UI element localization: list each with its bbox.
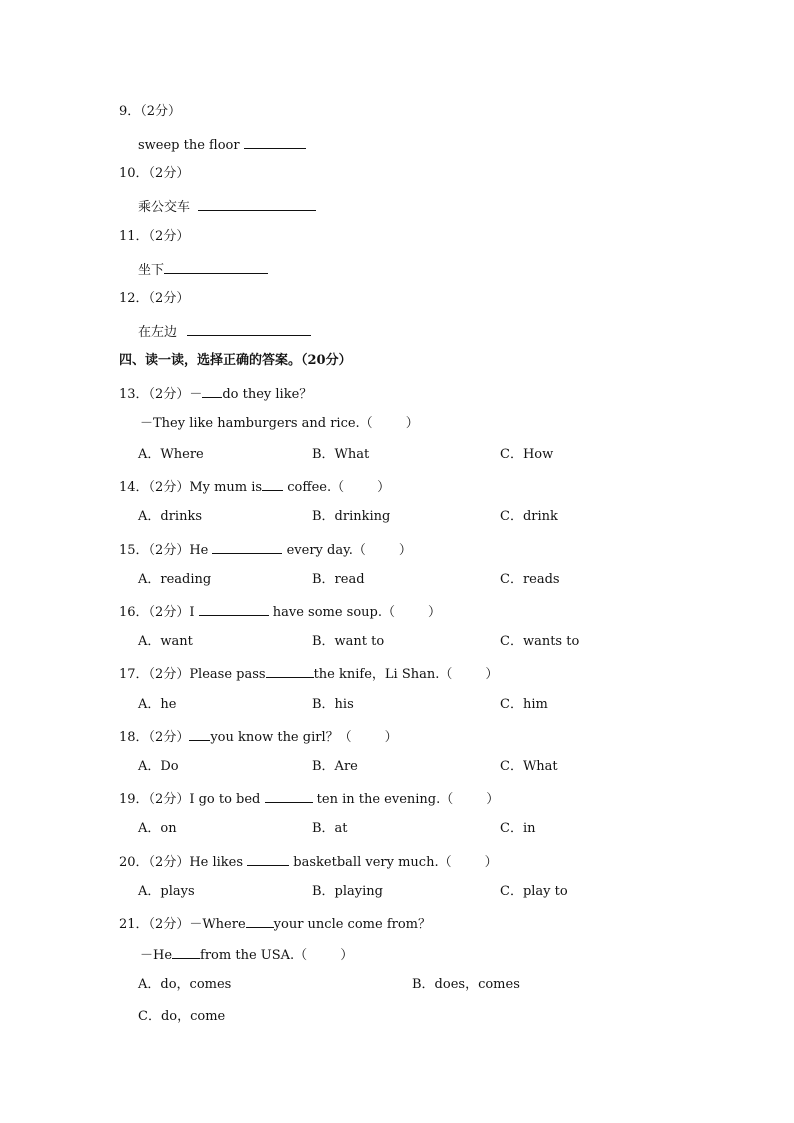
option-c[interactable]: C．him [500,697,548,712]
question-16-head: 16．（2分）I [119,605,199,620]
option-c[interactable]: C．play to [500,884,568,899]
item-10-text [138,198,316,216]
question-16 [119,603,441,621]
answer-blank[interactable] [202,385,222,398]
option-b[interactable]: B．drinking [312,509,391,524]
question-15 [119,541,412,559]
option-b[interactable]: B．playing [312,884,383,899]
option-b[interactable]: B．does，comes [412,977,520,992]
option-a[interactable]: A．he [138,697,177,712]
answer-blank[interactable] [262,478,283,491]
question-16-tail: have some soup.（ ） [268,605,442,620]
question-13 [119,385,312,403]
section-4-title: 四、读一读，选择正确的答案。（20分） [119,353,352,368]
question-21-tail: your uncle come from？ [273,917,431,932]
option-a[interactable]: A．Where [138,447,204,462]
option-b[interactable]: B．want to [312,634,385,649]
option-b[interactable]: B．What [312,447,370,462]
answer-blank[interactable] [199,603,269,616]
question-18-head: 18．（2分） [119,730,190,745]
item-12-header: 12．（2分） [119,291,190,306]
question-13-tail: do they like？ [222,387,313,402]
question-15-head: 15．（2分）He [119,543,213,558]
item-10-phrase: 乘公交车 [138,200,195,215]
answer-blank[interactable] [246,915,274,928]
option-a[interactable]: A．want [138,634,193,649]
answer-blank[interactable] [187,323,311,336]
item-11-phrase: 坐下 [138,263,165,278]
question-20 [119,853,498,871]
option-b[interactable]: B．at [312,821,348,836]
option-b[interactable]: B．read [312,572,365,587]
question-20-tail: basketball very much.（ ） [289,855,498,870]
answer-blank[interactable] [247,853,289,866]
question-21-line2 [140,946,353,964]
answer-blank[interactable] [212,541,282,554]
question-19 [119,790,499,808]
question-21 [119,915,431,933]
option-b[interactable]: B．Are [312,759,358,774]
item-10-header: 10．（2分） [119,166,190,181]
option-b[interactable]: B．his [312,697,354,712]
option-a[interactable]: A．plays [138,884,195,899]
answer-blank[interactable] [266,665,314,678]
item-12-phrase: 在左边 [138,325,182,340]
answer-blank[interactable] [164,261,268,274]
question-17-tail: the knife，Li Shan.（ ） [313,667,499,682]
question-15-tail: every day.（ ） [282,543,412,558]
answer-blank[interactable] [198,198,316,211]
question-17 [119,665,498,683]
option-a[interactable]: A．do，comes [138,977,232,992]
question-21-line2-tail: from the USA.（ ） [200,948,354,963]
option-a[interactable]: A．reading [138,572,212,587]
option-c[interactable]: C．drink [500,509,558,524]
question-14 [119,478,390,496]
question-19-tail: ten in the evening.（ ） [312,792,500,807]
question-14-tail: coffee.（ ） [283,480,391,495]
option-c[interactable]: C．wants to [500,634,580,649]
option-a[interactable]: A．drinks [138,509,203,524]
question-20-head: 20．（2分）He likes [119,855,248,870]
item-9-phrase: sweep the floor [138,138,244,153]
question-13-line2: －They like hamburgers and rice.（ ） [140,416,419,431]
question-18-tail: you know the girl？（ ） [210,730,398,745]
question-18 [119,728,398,746]
option-c[interactable]: C．How [500,447,554,462]
item-12-text [138,323,311,341]
item-9-header: 9．（2分） [119,104,182,119]
question-14-head: 14．（2分）My mum is [119,480,263,495]
option-c[interactable]: C．in [500,821,536,836]
answer-blank[interactable] [189,728,210,741]
item-9-text [138,136,306,154]
option-c[interactable]: C．reads [500,572,560,587]
option-a[interactable]: A．on [138,821,177,836]
option-c[interactable]: C．do，come [138,1009,226,1024]
question-17-head: 17．（2分）Please pass [119,667,266,682]
question-21-head: 21．（2分）－Where [119,917,246,932]
answer-blank[interactable] [172,946,200,959]
answer-blank[interactable] [244,136,306,149]
answer-blank[interactable] [265,790,313,803]
option-a[interactable]: A．Do [138,759,179,774]
question-19-head: 19．（2分）I go to bed [119,792,265,807]
item-11-text [138,261,268,279]
item-11-header: 11．（2分） [119,229,190,244]
question-21-line2-head: －He [140,948,173,963]
question-13-head: 13．（2分）－ [119,387,203,402]
option-c[interactable]: C．What [500,759,558,774]
